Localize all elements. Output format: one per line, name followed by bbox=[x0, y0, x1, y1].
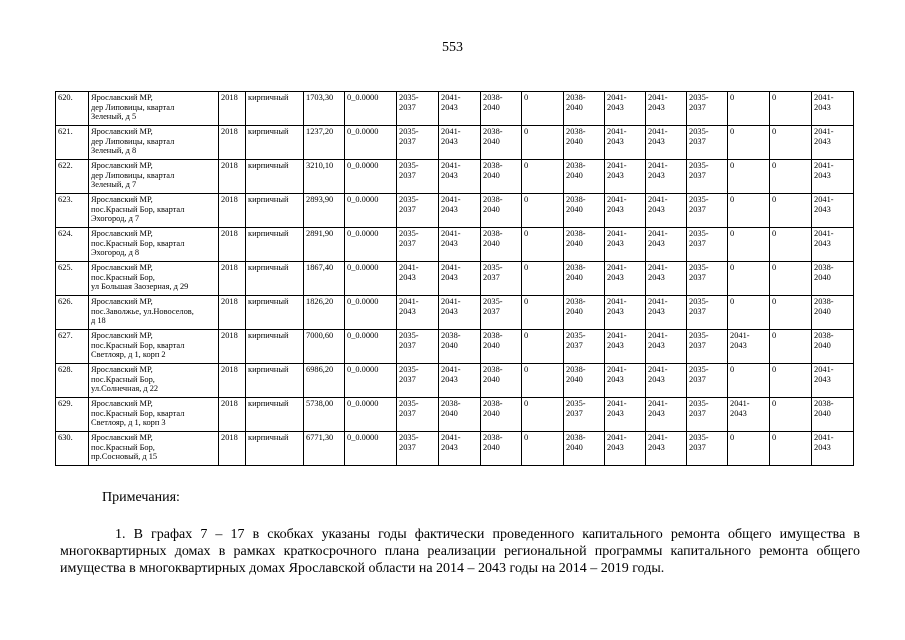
table-row bbox=[56, 194, 898, 228]
cell-c11: 2041- 2043 bbox=[812, 194, 854, 228]
cell-code: 0_0.0000 bbox=[345, 262, 397, 296]
cell-area: 1826,20 bbox=[304, 296, 345, 330]
cell-c4: 0 bbox=[522, 92, 564, 126]
cell-c5: 2038- 2040 bbox=[564, 262, 605, 296]
cell-material: кирпичный bbox=[246, 92, 304, 126]
cell-c11: 2041- 2043 bbox=[812, 126, 854, 160]
cell-c9: 0 bbox=[728, 364, 770, 398]
cell-c7: 2041- 2043 bbox=[646, 432, 687, 466]
cell-c8: 2035- 2037 bbox=[687, 92, 728, 126]
cell-year: 2018 bbox=[219, 160, 246, 194]
cell-c7: 2041- 2043 bbox=[646, 330, 687, 364]
cell-c1: 2035- 2037 bbox=[397, 126, 439, 160]
address-line: ул.Солнечная, д 22 bbox=[91, 384, 159, 394]
cell-c5: 2035- 2037 bbox=[564, 330, 605, 364]
cell-c10: 0 bbox=[770, 364, 812, 398]
cell-c8: 2035- 2037 bbox=[687, 126, 728, 160]
cell-c10: 0 bbox=[770, 126, 812, 160]
cell-c1: 2035- 2037 bbox=[397, 364, 439, 398]
cell-c1: 2035- 2037 bbox=[397, 194, 439, 228]
cell-num: 629. bbox=[56, 398, 89, 432]
notes-title: Примечания: bbox=[102, 490, 180, 505]
cell-area: 1703,30 bbox=[304, 92, 345, 126]
address-line: пос.Красный Бор, квартал bbox=[91, 408, 185, 418]
cell-c6: 2041- 2043 bbox=[605, 92, 646, 126]
cell-year: 2018 bbox=[219, 330, 246, 364]
cell-c6: 2041- 2043 bbox=[605, 330, 646, 364]
cell-c8: 2035- 2037 bbox=[687, 364, 728, 398]
cell-year: 2018 bbox=[219, 92, 246, 126]
cell-c3: 2038- 2040 bbox=[481, 92, 522, 126]
table-row bbox=[56, 432, 898, 466]
table-body bbox=[56, 92, 898, 466]
cell-c4: 0 bbox=[522, 364, 564, 398]
cell-material: кирпичный bbox=[246, 296, 304, 330]
table-row bbox=[56, 364, 898, 398]
cell-c2: 2041- 2043 bbox=[439, 228, 481, 262]
cell-c2: 2041- 2043 bbox=[439, 262, 481, 296]
address-line: пр.Сосновый, д 15 bbox=[91, 452, 158, 462]
cell-c2: 2041- 2043 bbox=[439, 296, 481, 330]
address-line: дер Липовицы, квартал bbox=[91, 136, 175, 146]
table-row bbox=[56, 228, 898, 262]
cell-c10: 0 bbox=[770, 262, 812, 296]
cell-c9: 0 bbox=[728, 160, 770, 194]
cell-code: 0_0.0000 bbox=[345, 160, 397, 194]
cell-code: 0_0.0000 bbox=[345, 296, 397, 330]
cell-year: 2018 bbox=[219, 262, 246, 296]
cell-code: 0_0.0000 bbox=[345, 194, 397, 228]
address-line: пос.Красный Бор, квартал bbox=[91, 238, 185, 248]
cell-num: 623. bbox=[56, 194, 89, 228]
address-line: Ярославский МР, bbox=[91, 161, 153, 170]
address-line: пос.Красный Бор, bbox=[91, 374, 155, 384]
cell-c3: 2035- 2037 bbox=[481, 262, 522, 296]
cell-num: 626. bbox=[56, 296, 89, 330]
table-row bbox=[56, 330, 898, 364]
cell-c3: 2038- 2040 bbox=[481, 330, 522, 364]
cell-c7: 2041- 2043 bbox=[646, 228, 687, 262]
address-line: Светлояр, д 1, корп 2 bbox=[91, 350, 166, 360]
cell-c6: 2041- 2043 bbox=[605, 398, 646, 432]
address-line: Ярославский МР, bbox=[91, 93, 153, 102]
address-line: пос.Красный Бор, bbox=[91, 442, 155, 452]
address-line: Эхогород, д 7 bbox=[91, 214, 140, 224]
cell-area: 3210,10 bbox=[304, 160, 345, 194]
cell-c6: 2041- 2043 bbox=[605, 160, 646, 194]
cell-year: 2018 bbox=[219, 228, 246, 262]
cell-c7: 2041- 2043 bbox=[646, 126, 687, 160]
cell-c11: 2041- 2043 bbox=[812, 92, 854, 126]
cell-material: кирпичный bbox=[246, 160, 304, 194]
cell-c5: 2038- 2040 bbox=[564, 160, 605, 194]
cell-c4: 0 bbox=[522, 330, 564, 364]
cell-c5: 2038- 2040 bbox=[564, 432, 605, 466]
cell-c11: 2041- 2043 bbox=[812, 364, 854, 398]
cell-c10: 0 bbox=[770, 330, 812, 364]
cell-material: кирпичный bbox=[246, 398, 304, 432]
capital-repair-table bbox=[55, 91, 898, 466]
cell-c7: 2041- 2043 bbox=[646, 160, 687, 194]
cell-c8: 2035- 2037 bbox=[687, 228, 728, 262]
cell-c7: 2041- 2043 bbox=[646, 92, 687, 126]
table-row bbox=[56, 398, 898, 432]
cell-c10: 0 bbox=[770, 296, 812, 330]
cell-c9: 0 bbox=[728, 262, 770, 296]
cell-c10: 0 bbox=[770, 160, 812, 194]
table-row bbox=[56, 160, 898, 194]
cell-c3: 2038- 2040 bbox=[481, 432, 522, 466]
address-line: Зеленый, д 8 bbox=[91, 146, 137, 156]
cell-c2: 2041- 2043 bbox=[439, 160, 481, 194]
cell-c3: 2038- 2040 bbox=[481, 398, 522, 432]
address-cell bbox=[89, 296, 219, 330]
address-line: Ярославский МР, bbox=[91, 263, 153, 272]
cell-c7: 2041- 2043 bbox=[646, 296, 687, 330]
cell-code: 0_0.0000 bbox=[345, 432, 397, 466]
cell-c1: 2035- 2037 bbox=[397, 432, 439, 466]
address-line: Ярославский МР, bbox=[91, 365, 153, 374]
cell-code: 0_0.0000 bbox=[345, 330, 397, 364]
cell-c6: 2041- 2043 bbox=[605, 432, 646, 466]
cell-year: 2018 bbox=[219, 194, 246, 228]
cell-c4: 0 bbox=[522, 194, 564, 228]
cell-c10: 0 bbox=[770, 228, 812, 262]
cell-num: 624. bbox=[56, 228, 89, 262]
cell-c11: 2041- 2043 bbox=[812, 228, 854, 262]
cell-c11: 2041- 2043 bbox=[812, 160, 854, 194]
address-line: пос.Красный Бор, квартал bbox=[91, 340, 185, 350]
cell-c1: 2035- 2037 bbox=[397, 398, 439, 432]
cell-num: 627. bbox=[56, 330, 89, 364]
cell-c8: 2035- 2037 bbox=[687, 296, 728, 330]
address-line: Ярославский МР, bbox=[91, 127, 153, 136]
cell-c8: 2035- 2037 bbox=[687, 330, 728, 364]
address-cell bbox=[89, 160, 219, 194]
address-line: Ярославский МР, bbox=[91, 331, 153, 340]
address-line: Ярославский МР, bbox=[91, 297, 153, 306]
address-cell bbox=[89, 194, 219, 228]
cell-code: 0_0.0000 bbox=[345, 398, 397, 432]
cell-c5: 2035- 2037 bbox=[564, 398, 605, 432]
address-cell bbox=[89, 330, 219, 364]
table-row bbox=[56, 126, 898, 160]
cell-code: 0_0.0000 bbox=[345, 92, 397, 126]
cell-c11: 2038- 2040 bbox=[812, 330, 854, 364]
cell-c8: 2035- 2037 bbox=[687, 398, 728, 432]
cell-c9: 0 bbox=[728, 296, 770, 330]
cell-num: 620. bbox=[56, 92, 89, 126]
cell-c3: 2038- 2040 bbox=[481, 160, 522, 194]
notes-text: 1. В графах 7 – 17 в скобках указаны годы фактически проведенного капитального ремонта общего имущества в многоквартирных домах в рамках краткосрочного плана реализации региональной программы капитального ремонта общего имущества в многоквартирных домах Ярославской области на 2014 – 2043 годы на 2014 – 2019 годы. bbox=[60, 527, 860, 576]
cell-code: 0_0.0000 bbox=[345, 364, 397, 398]
cell-c8: 2035- 2037 bbox=[687, 194, 728, 228]
cell-c7: 2041- 2043 bbox=[646, 262, 687, 296]
cell-c8: 2035- 2037 bbox=[687, 160, 728, 194]
cell-c1: 2035- 2037 bbox=[397, 92, 439, 126]
cell-c1: 2035- 2037 bbox=[397, 228, 439, 262]
cell-num: 630. bbox=[56, 432, 89, 466]
cell-c5: 2038- 2040 bbox=[564, 194, 605, 228]
cell-code: 0_0.0000 bbox=[345, 228, 397, 262]
cell-c3: 2038- 2040 bbox=[481, 364, 522, 398]
page-number: 553 bbox=[442, 40, 463, 55]
cell-area: 1867,40 bbox=[304, 262, 345, 296]
table-row bbox=[56, 296, 898, 330]
cell-c9: 0 bbox=[728, 126, 770, 160]
cell-code: 0_0.0000 bbox=[345, 126, 397, 160]
cell-area: 7000,60 bbox=[304, 330, 345, 364]
cell-c9: 0 bbox=[728, 432, 770, 466]
cell-c3: 2038- 2040 bbox=[481, 194, 522, 228]
cell-num: 625. bbox=[56, 262, 89, 296]
cell-c6: 2041- 2043 bbox=[605, 126, 646, 160]
cell-year: 2018 bbox=[219, 398, 246, 432]
cell-c2: 2038- 2040 bbox=[439, 330, 481, 364]
cell-c4: 0 bbox=[522, 262, 564, 296]
cell-material: кирпичный bbox=[246, 228, 304, 262]
cell-area: 5738,00 bbox=[304, 398, 345, 432]
address-cell bbox=[89, 398, 219, 432]
cell-c1: 2035- 2037 bbox=[397, 160, 439, 194]
cell-c4: 0 bbox=[522, 296, 564, 330]
cell-c2: 2038- 2040 bbox=[439, 398, 481, 432]
address-line: дер Липовицы, квартал bbox=[91, 102, 175, 112]
cell-c9: 0 bbox=[728, 228, 770, 262]
cell-num: 628. bbox=[56, 364, 89, 398]
cell-num: 621. bbox=[56, 126, 89, 160]
cell-year: 2018 bbox=[219, 432, 246, 466]
table-row bbox=[56, 92, 898, 126]
cell-c10: 0 bbox=[770, 92, 812, 126]
cell-material: кирпичный bbox=[246, 126, 304, 160]
address-cell bbox=[89, 262, 219, 296]
address-line: ул Большая Заозерная, д 29 bbox=[91, 282, 189, 292]
address-line: Эхогород, д 8 bbox=[91, 248, 140, 258]
address-line: Ярославский МР, bbox=[91, 195, 153, 204]
address-cell bbox=[89, 432, 219, 466]
cell-c7: 2041- 2043 bbox=[646, 194, 687, 228]
cell-c7: 2041- 2043 bbox=[646, 364, 687, 398]
cell-c4: 0 bbox=[522, 228, 564, 262]
cell-c1: 2041- 2043 bbox=[397, 262, 439, 296]
cell-c8: 2035- 2037 bbox=[687, 432, 728, 466]
cell-c10: 0 bbox=[770, 194, 812, 228]
cell-material: кирпичный bbox=[246, 432, 304, 466]
cell-c3: 2038- 2040 bbox=[481, 126, 522, 160]
cell-area: 1237,20 bbox=[304, 126, 345, 160]
address-line: Ярославский МР, bbox=[91, 229, 153, 238]
cell-c5: 2038- 2040 bbox=[564, 126, 605, 160]
cell-c2: 2041- 2043 bbox=[439, 364, 481, 398]
cell-material: кирпичный bbox=[246, 364, 304, 398]
cell-c7: 2041- 2043 bbox=[646, 398, 687, 432]
cell-c3: 2035- 2037 bbox=[481, 296, 522, 330]
cell-c2: 2041- 2043 bbox=[439, 194, 481, 228]
cell-c6: 2041- 2043 bbox=[605, 296, 646, 330]
cell-material: кирпичный bbox=[246, 194, 304, 228]
cell-c4: 0 bbox=[522, 398, 564, 432]
cell-c10: 0 bbox=[770, 432, 812, 466]
address-line: Светлояр, д 1, корп 3 bbox=[91, 418, 166, 428]
cell-material: кирпичный bbox=[246, 262, 304, 296]
cell-c1: 2035- 2037 bbox=[397, 330, 439, 364]
address-cell bbox=[89, 228, 219, 262]
cell-c4: 0 bbox=[522, 432, 564, 466]
address-cell bbox=[89, 126, 219, 160]
cell-c2: 2041- 2043 bbox=[439, 126, 481, 160]
cell-area: 6771,30 bbox=[304, 432, 345, 466]
cell-c6: 2041- 2043 bbox=[605, 228, 646, 262]
address-line: д 18 bbox=[91, 316, 106, 326]
cell-material: кирпичный bbox=[246, 330, 304, 364]
cell-c3: 2038- 2040 bbox=[481, 228, 522, 262]
cell-c11: 2041- 2043 bbox=[812, 432, 854, 466]
cell-area: 2893,90 bbox=[304, 194, 345, 228]
cell-num: 622. bbox=[56, 160, 89, 194]
address-line: дер Липовицы, квартал bbox=[91, 170, 175, 180]
cell-c6: 2041- 2043 bbox=[605, 194, 646, 228]
cell-c10: 0 bbox=[770, 398, 812, 432]
cell-c5: 2038- 2040 bbox=[564, 92, 605, 126]
cell-year: 2018 bbox=[219, 126, 246, 160]
address-line: Ярославский МР, bbox=[91, 433, 153, 442]
cell-c5: 2038- 2040 bbox=[564, 296, 605, 330]
cell-c4: 0 bbox=[522, 160, 564, 194]
cell-c5: 2038- 2040 bbox=[564, 228, 605, 262]
cell-c4: 0 bbox=[522, 126, 564, 160]
cell-c5: 2038- 2040 bbox=[564, 364, 605, 398]
address-line: Зеленый, д 5 bbox=[91, 112, 137, 122]
table-row bbox=[56, 262, 898, 296]
cell-c2: 2041- 2043 bbox=[439, 432, 481, 466]
address-line: Ярославский МР, bbox=[91, 399, 153, 408]
cell-area: 6986,20 bbox=[304, 364, 345, 398]
cell-c11: 2038- 2040 bbox=[812, 296, 854, 330]
address-cell bbox=[89, 92, 219, 126]
cell-c9: 0 bbox=[728, 194, 770, 228]
cell-year: 2018 bbox=[219, 364, 246, 398]
cell-c2: 2041- 2043 bbox=[439, 92, 481, 126]
address-line: пос.Красный Бор, bbox=[91, 272, 155, 282]
cell-c9: 0 bbox=[728, 92, 770, 126]
cell-c8: 2035- 2037 bbox=[687, 262, 728, 296]
address-line: пос.Красный Бор, квартал bbox=[91, 204, 185, 214]
cell-c11: 2038- 2040 bbox=[812, 262, 854, 296]
cell-year: 2018 bbox=[219, 296, 246, 330]
cell-area: 2891,90 bbox=[304, 228, 345, 262]
cell-c6: 2041- 2043 bbox=[605, 364, 646, 398]
cell-c9: 2041- 2043 bbox=[728, 330, 770, 364]
cell-c11: 2038- 2040 bbox=[812, 398, 854, 432]
address-cell bbox=[89, 364, 219, 398]
address-line: пос.Заволжье, ул.Новоселов, bbox=[91, 306, 194, 316]
cell-c9: 2041- 2043 bbox=[728, 398, 770, 432]
address-line: Зеленый, д 7 bbox=[91, 180, 137, 190]
cell-c1: 2041- 2043 bbox=[397, 296, 439, 330]
cell-c6: 2041- 2043 bbox=[605, 262, 646, 296]
